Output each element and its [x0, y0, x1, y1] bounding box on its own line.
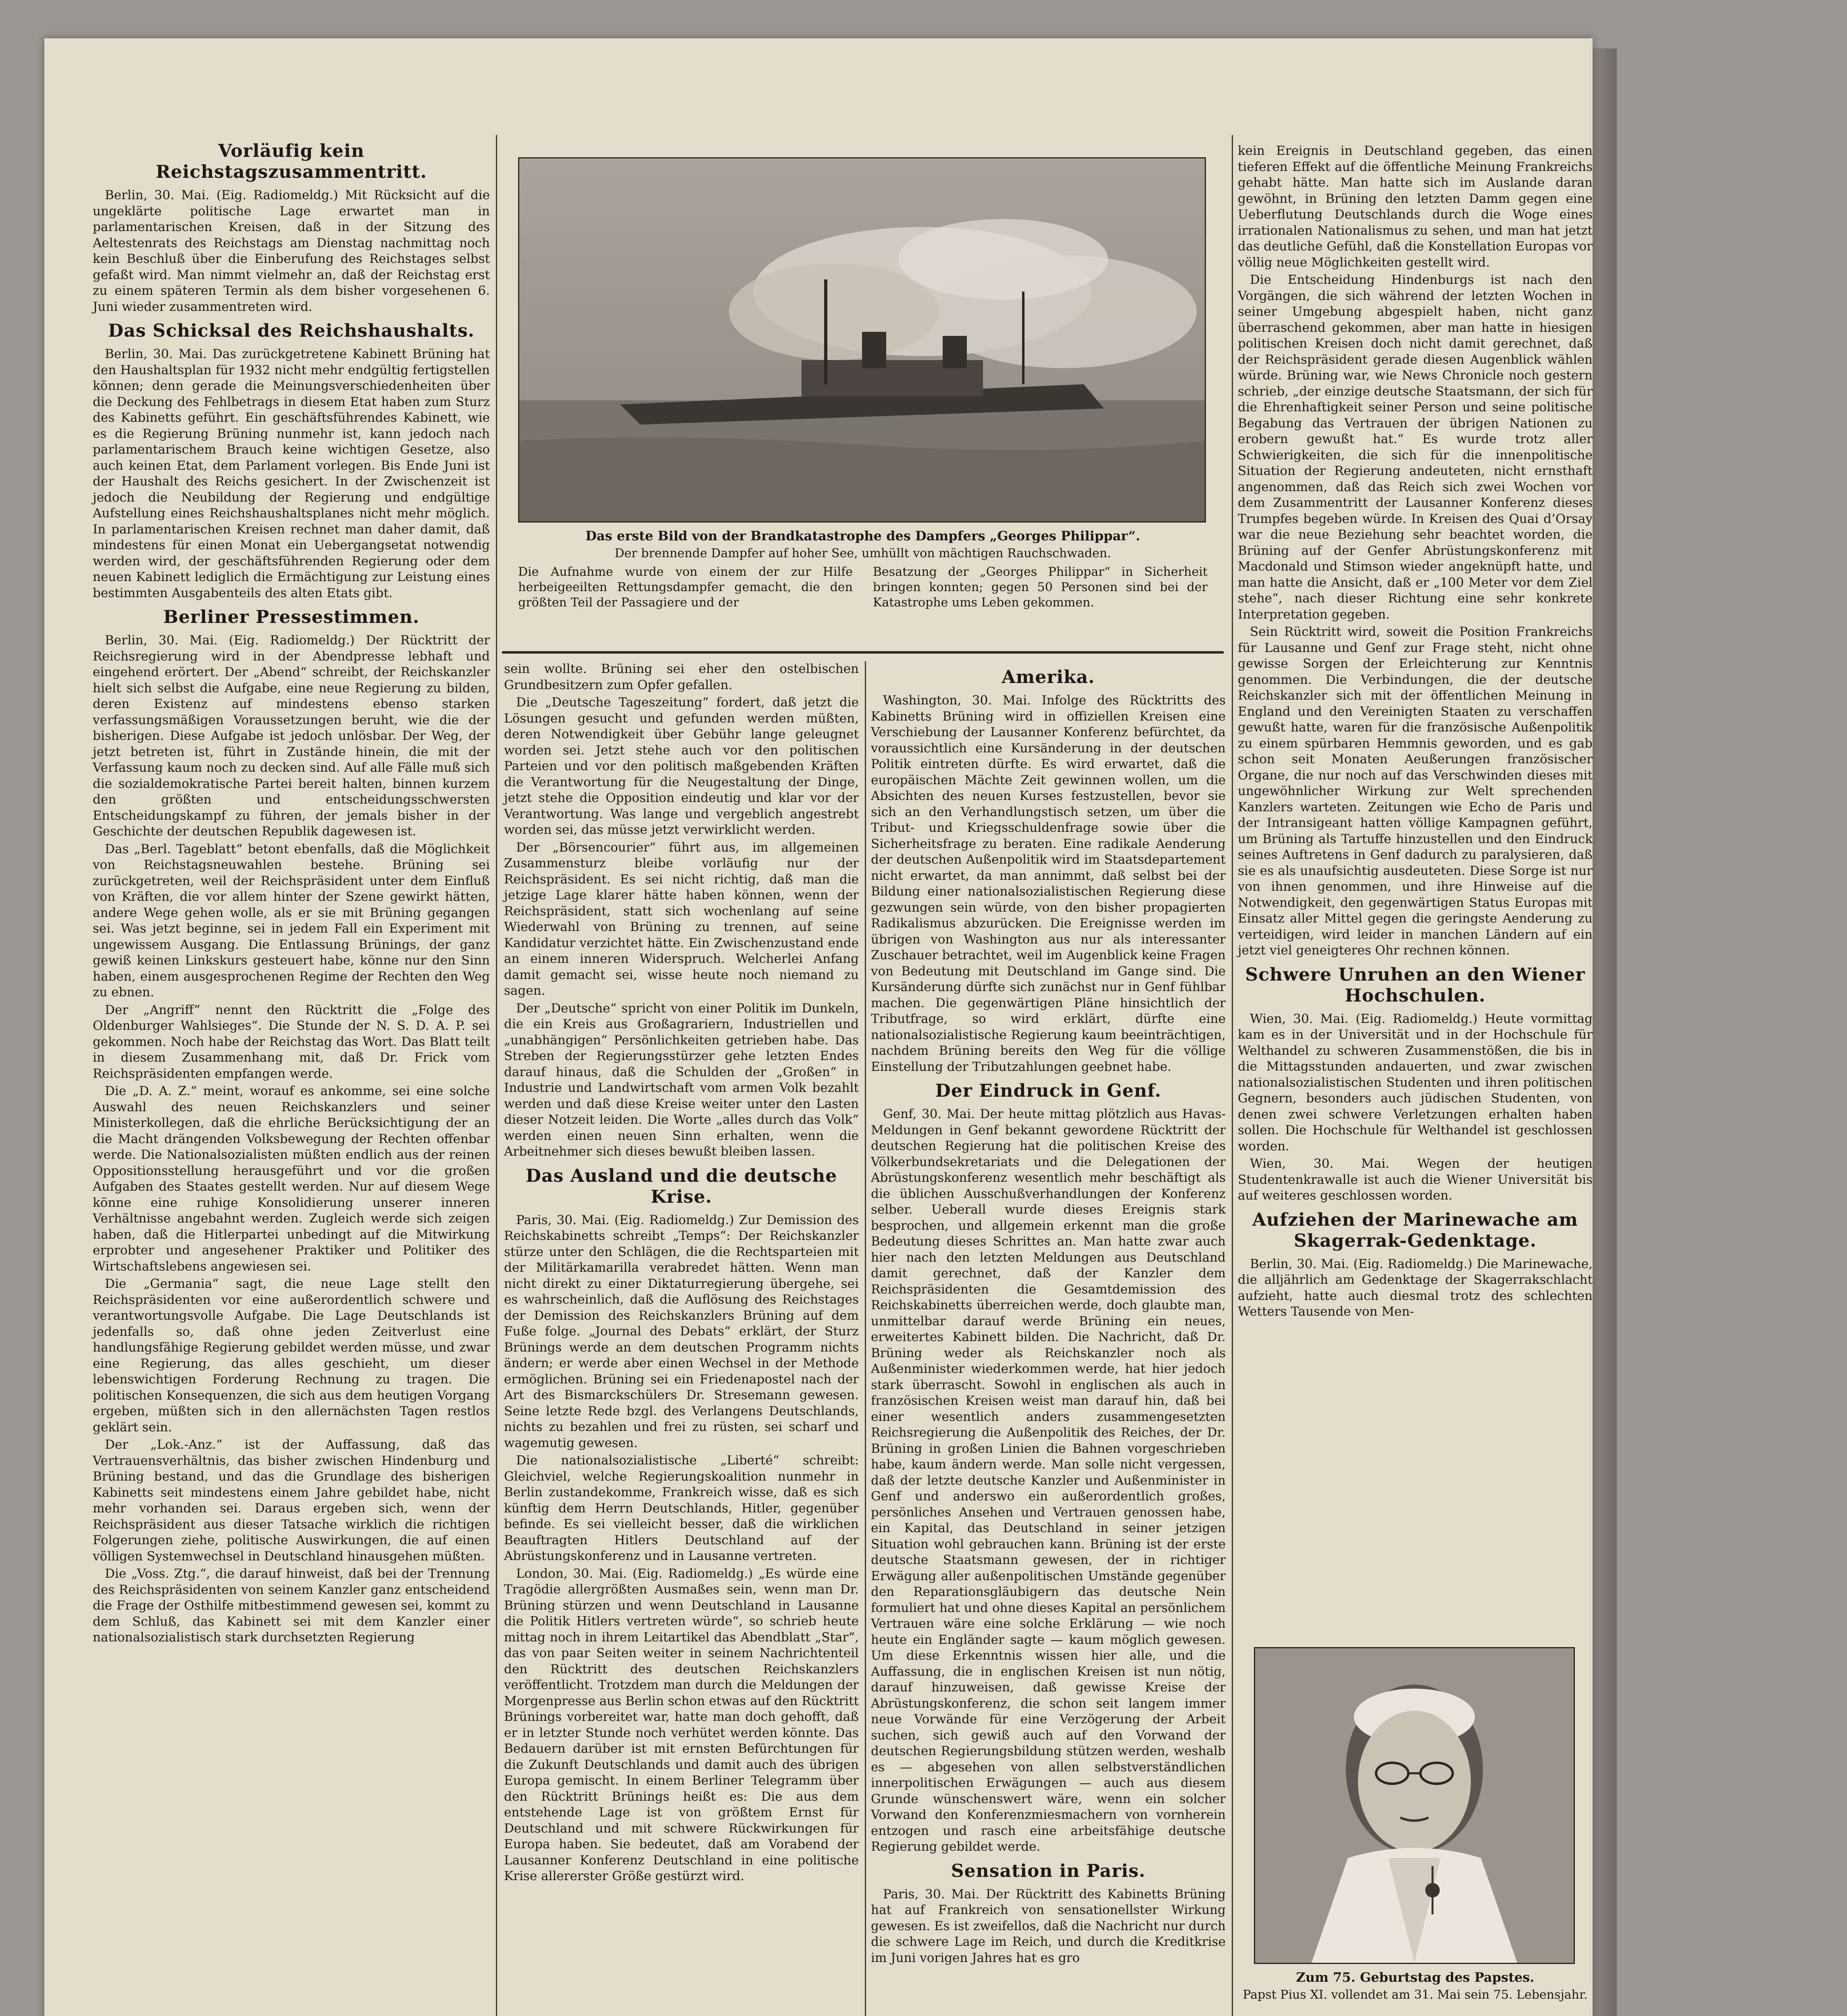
column-1 — [93, 135, 490, 2016]
headline-amerika: Amerika. — [1002, 667, 1095, 687]
article-col4-3: Sein Rücktritt wird, soweit die Position Frankreichs für Lausanne und Genf zur Frage steht, nicht ohne gewisse Sorgen der Erleichterung zur Kenntnis genommen. Die Verbindungen, die der deutsche Reichskanzler sich mit der öffentlichen Meinung in England und den Vereinigten Staaten zu verschaffen gewußt hatte, waren für die französische Außenpolitik zu einem spürbaren Hemmnis geworden, und es gab schon seit Monaten Aeußerungen französischer Organe, die nur noch auf das Verschwinden dieses mit ungewöhnlicher Wirkung zur Welt sprechenden Kanzlers warteten. Zeitungen wie Echo de Paris und der Intransigeant hatten völlige Kampagnen geführt, um Brüning als Tartuffe hinzustellen und den Eindruck seines Auftretens in Genf dadurch zu paralysieren, daß sie es als unaufsichtig ausdeuteten. Diese Sorge ist nur von ihnen genommen, und ihre Hinweise auf die Notwendigkeit, den gegenwärtigen Status Europas mit Einsatz aller Mittel gegen die geringste Aenderung zu verteidigen, wird leider in manchen Ländern auf ein jetzt viel geneigteres Ohr rechnen können. — [1238, 625, 1593, 958]
headline-genf: Der Eindruck in Genf. — [935, 1081, 1162, 1101]
headline-wien: Schwere Unruhen an den Wiener Hochschulen. — [1245, 964, 1585, 1006]
article-ausland-paris: Paris, 30. Mai. (Eig. Radiomeldg.) Zur Demission des Reichskabinetts schreibt „Temps“: Der Reichskanzler stürze unter den Schlägen, die die Rechtsparteien mit der Militärkamarilla verabredet hätten. Wenn man nicht direkt zu einer Diktaturregierung übergehe, sei es wahrscheinlich, daß die Auflösung des Reichstages der Demission des Reichskanzlers Brüning auf dem Fuße folge. „Journal des Debats“ erklärt, der Sturz Brünings werde an dem deutschen Programm nichts ändern; er werde aber einen Wechsel in der Methode ermöglichen. Brüning sei ein Friedenapostel nach der Art des Bismarckschülers Dr. Stresemann gewesen. Seine letzte Rede bzgl. des Verlangens Deutschlands, nichts zu bezahlen und frei zu rüsten, sei scharf und wagemutig gewesen. — [504, 1212, 859, 1450]
photo-rule — [502, 651, 1224, 654]
article-ausland-liberte: Die nationalsozialistische „Liberté“ schreibt: Gleichviel, welche Regierungskoalition nunmehr in Berlin zustandekomme, Frankreich wisse, daß es sich künftig dem Herrn Deutschlands, Hitler, gegenüber befinde. Es sei vielleicht besser, daß die wirklichen Beauftragten Hitlers Deutschland auf der Abrüstungskonferenz und in Lausanne vertreten. — [504, 1453, 859, 1563]
headline-ausland: Das Ausland und die deutsche Krise. — [525, 1165, 837, 1207]
article-reichstag: Berlin, 30. Mai. (Eig. Radiomeldg.) Mit Rücksicht auf die ungeklärte politische Lage erwartet man in parlamentarischen Kreisen, daß in der Sitzung des Aeltestenrats des Reichstags am Dienstag nachmittag noch kein Beschluß über die Einberufung des Reichstages selbst gefaßt wird. Man nimmt vielmehr an, daß der Reichstag erst zu einem späteren Termin als dem bisher vorgesehenen 6. Juni wieder zusammentreten wird. — [93, 188, 490, 314]
ship-photo — [518, 157, 1206, 523]
article-pressestimmen-1: Berlin, 30. Mai. (Eig. Radiomeldg.) Der Rücktritt der Reichsregierung wird in der Abendpresse lebhaft und eingehend erörtert. Der „Abend“ schreibt, der Reichskanzler hielt sich selbst die Aufgabe, eine neue Regierung zu bilden, deren Existenz auf mindestens ebenso starken verfassungsmäßigen Voraussetzungen beruht, wie die der bisherigen. Diese Aufgabe ist jedoch unlösbar. Der Weg, der jetzt betreten ist, führt in Zustände hinein, die mit der Verfassung kaum noch zu decken sind. Auf alle Fälle muß sich die sozialdemokratische Partei bereit halten, binnen kurzem den größten und entscheidungsschwersten Entscheidungskampf zu führen, der jemals bisher in der Geschichte der deutschen Republik dagewesen ist. — [93, 633, 490, 839]
ship-photo-text — [502, 564, 1224, 610]
page-edge — [1593, 48, 1617, 2016]
article-pressestimmen-7: Die „Voss. Ztg.“, die darauf hinweist, daß bei der Trennung des Reichspräsidenten von seinem Kanzler ganz entscheidend die Frage der Osthilfe mitbestimmend gewesen sei, kommt zu dem Schluß, das Kabinett sei mit dem Kanzler einer nationalsozialistisch stark durchsetzten Regierung — [93, 1566, 490, 1645]
article-col2-3: Der „Börsencourier“ führt aus, im allgemeinen Zusammensturz bleibe vorläufig nur der Reichspräsident. Es sei nicht richtig, daß man die jetzige Lage klarer hätte haben können, wenn der Reichspräsident, statt sich wochenlang auf seine Wiederwahl von Brüning zu trennen, auf seine Kandidatur verzichtet hätte. Ein Zwischenzustand ende an einem inneren Widerspruch. Welcherlei Anfang damit gemacht sei, wisse heute noch niemand zu sagen. — [504, 840, 859, 998]
ship-photo-caption: Das erste Bild von der Brandkatastrophe des Dampfers „Georges Philippar“. — [585, 528, 1140, 544]
headline-reichstag: Vorläufig kein Reichstagszusammentritt. — [156, 141, 427, 182]
headline-marinewache: Aufziehen der Marinewache am Skagerrak-Gedenktage. — [1252, 1209, 1578, 1251]
column-4 — [1238, 143, 1593, 1319]
pope-photo-caption: Zum 75. Geburtstag des Papstes. — [1296, 1970, 1535, 1985]
article-col4-1: kein Ereignis in Deutschland gegeben, das einen tieferen Effekt auf die öffentliche Meinung Frankreichs gehabt hätte. Man hatte sich im Auslande daran gewöhnt, in Brüning den letzten Damm gegen eine Ueberflutung Deutschlands durch die Woge eines irrationalen Nationalismus zu sehen, und man hat jetzt das deutliche Gefühl, daß die Konstellation Europas vor völlig neue Möglichkeiten gestellt wird. — [1238, 144, 1593, 270]
article-pressestimmen-2: Das „Berl. Tageblatt“ betont ebenfalls, daß die Möglichkeit von Reichstagsneuwahlen bestehe. Brüning sei zurückgetreten, weil der Reichspräsident unter dem Einfluß von Kräften, die vor allem hinter der Szene gewirkt hätten, andere Wege gehen wolle, als er sie mit Brüning gegangen sei. Was jetzt beginne, sei in jedem Fall ein Experiment mit ungewissem Ausgang. Die Entlassung Brünings, der ganz gewiß keinen Linkskurs gesteuert habe, könne nur den Sinn haben, einem ausgesprochenen Regime der Rechten den Weg zu ebnen. — [93, 841, 490, 1000]
column-2 — [504, 661, 859, 2016]
headline-paris: Sensation in Paris. — [951, 1860, 1146, 1881]
pope-photo — [1254, 1647, 1575, 1964]
article-pressestimmen-4: Die „D. A. Z.“ meint, worauf es ankomme, sei eine solche Auswahl des neuen Reichskanzlers und seiner Ministerkollegen, daß die ehrliche Berücksichtigung der an die Macht drängenden Volksbewegung der Rechten offenbar werde. Die Nationalsozialisten müßten endlich aus der reinen Oppositionsstellung herausgeführt und vor die großen Aufgaben des Staates gestellt werden. Nur auf diesem Wege könne eine ruhige Konsolidierung unserer inneren Verhältnisse angebahnt werden. Zugleich werde sich zeigen haben, daß die Hitlerpartei unbedingt auf die Mitwirkung erprobter und angesehener Praktiker und Politiker des Wirtschaftslebens angewiesen sei. — [93, 1084, 490, 1274]
article-genf: Genf, 30. Mai. Der heute mittag plötzlich aus Havas-Meldungen in Genf bekannt gewordene Rücktritt der deutschen Regierung hat die politischen Kreise des Völkerbundsekretariats und die Delegationen der Abrüstungskonferenz wesentlich mehr beschäftigt als die üblichen Ausschußverhandlungen der Konferenz selber. Ueberall wurde dieses Ereignis stark besprochen, und allgemein erkennt man die große Bedeutung dieses Schrittes an. Man hatte zwar auch hier nach den letzten Meldungen aus Deutschland damit gerechnet, daß der Kanzler dem Reichspräsidenten die Gesamtdemission des Reichskabinetts überreichen werde, doch glaubte man, unmittelbar darauf werde Brüning ein neues, erweitertes Kabinett bilden. Die Nachricht, daß Dr. Brüning weder als Reichskanzler noch als Außenminister wiederkommen werde, hat hier jedoch stark überrascht. Sowohl in englischen als auch in französischen Kreisen weist man darauf hin, daß bei einer wesentlich anders zusammengesetzten Reichsregierung die Außenpolitik des Reiches, der Dr. Brüning in großen Linien die Bahnen vorgeschrieben habe, kaum ändern werde. Man solle nicht vergessen, daß der letzte deutsche Kanzler und Außenminister in Genf und anderswo ein außerordentlich großes, persönliches Ansehen und Vertrauen genossen habe, ein Kapital, das Deutschland in seiner jetzigen Situation wohl gebrauchen kann. Brüning ist der erste deutsche Staatsmann gewesen, der in richtiger Erwägung aller außenpolitischen Umstände gegenüber den Reparationsgläubigern das deutsche Nein formuliert hat und ohne dieses Kapital an persönlichem Vertrauen wäre eine solche Erklärung — wie noch heute ein Engländer sagte — kaum möglich gewesen. Um diese Erkenntnis wissen hier alle, und die Auffassung, die in englischen Kreisen ist nun nötig, darauf hinzuweisen, daß gewisse Kreise der Abrüstungskonferenz, die schon seit langem immer neue Vorwände für eine Verzögerung der Arbeit suchen, sich gewiß auch auf den Vorwand der deutschen Regierungsbildung stützen werden, weshalb es — abgesehen von allen selbstverständlichen innerpolitischen Erwägungen — auch aus diesem Grunde wünschenswert wäre, wenn ein solcher Vorwand den Konferenzmiesmachern von vornherein entzogen und rasch eine arbeitsfähige deutsche Regierung gebildet werde. — [871, 1107, 1226, 1854]
article-pressestimmen-6: Der „Lok.-Anz.“ ist der Auffassung, daß das Vertrauensverhältnis, das bisher zwischen Hindenburg und Brüning bestand, und das die Grundlage des bisherigen Kabinetts seit mindestens einem Jahre gebildet habe, nicht mehr vorhanden sei. Daraus ergeben sich, wenn der Reichspräsident aus dieser Tatsache wirklich die richtigen Folgerungen ziehe, politische Auswirkungen, die auf einen völligen Systemwechsel in Deutschland hinausgehen müßten. — [93, 1437, 490, 1564]
newspaper-page — [44, 38, 1593, 2016]
pope-photo-image — [1255, 1648, 1574, 1963]
column-3 — [871, 661, 1226, 2016]
ship-photo-image — [519, 158, 1205, 521]
article-col2-1: sein wollte. Brüning sei eher den ostelbischen Grundbesitzern zum Opfer gefallen. — [504, 662, 859, 692]
article-marinewache: Berlin, 30. Mai. (Eig. Radiomeldg.) Die Marinewache, die alljährlich am Gedenktage der Skagerrakschlacht aufzieht, hatte auch diesmal trotz des schlechten Wetters Tausende von Men- — [1238, 1256, 1593, 1319]
article-col2-4: Der „Deutsche“ spricht von einer Politik im Dunkeln, die ein Kreis aus Großagrariern, Industriellen und „unabhängigen“ Persönlichkeiten getrieben habe. Das Streben der Regierungsstürzer gehe letzten Endes darauf hinaus, daß die Schulden der „Großen“ in Industrie und Landwirtschaft vom armen Volk bezahlt werden und daß diese Kreise weiter unter den Lasten dieser Notzeit leiden. Die Worte „alles durch das Volk“ werden einen neuen Sinn erhalten, wenn die Arbeitnehmer sich dieses bewußt bleiben lassen. — [504, 1001, 859, 1159]
pope-photo-block — [1238, 1647, 1593, 2016]
pope-photo-subcaption: Papst Pius XI. vollendet am 31. Mai sein 75. Lebensjahr. — [1243, 1988, 1588, 2002]
article-col2-2: Die „Deutsche Tageszeitung“ fordert, daß jetzt die Lösungen gesucht und gefunden werden müßten, deren Notwendigkeit über Gebühr lange geleugnet worden sei. Jetzt stehe auch vor den politischen Parteien und vor den politisch maßgebenden Kräften die Verantwortung für die Neugestaltung der Dinge, jetzt stehe die Opposition eindeutig und klar vor der Verantwortung. Was lange und vergeblich angestrebt worden sei, das müsse jetzt verwirklicht werden. — [504, 695, 859, 837]
ship-photo-text-right: Besatzung der „Georges Philippar“ in Sicherheit bringen konnten; gegen 50 Personen sind bei der Katastrophe ums Leben gekommen. — [873, 565, 1208, 610]
headline-reichshaushalt: Das Schicksal des Reichshaushalts. — [108, 321, 475, 341]
article-pressestimmen-5: Die „Germania“ sagt, die neue Lage stellt den Reichspräsidenten vor eine außerordentlich schwere und verantwortungsvolle Aufgabe. Die Lage Deutschlands ist jedenfalls so, daß ohne jeden Zeitverlust eine handlungsfähige Regierung gebildet werden müsse, und zwar eine Regierung, das alles geschieht, um dieser lebenswichtigen Forderung Rechnung zu tragen. Die politischen Konsequenzen, die sich aus dem heutigen Vorgang ergeben, müßten sich in den allernächsten Tagen restlos geklärt sein. — [93, 1277, 490, 1435]
article-paris: Paris, 30. Mai. Der Rücktritt des Kabinetts Brüning hat auf Frankreich von sensationellster Wirkung gewesen. Es ist zweifellos, daß die Nachricht nur durch die schwere Lage im Reich, und durch die Kreditkrise im Juni vorigen Jahres hat es gro — [871, 1887, 1226, 1965]
column-divider — [496, 135, 497, 2016]
article-pressestimmen-3: Der „Angriff“ nennt den Rücktritt die „Folge des Oldenburger Wahlsieges“. Die Stunde der N. S. D. A. P. sei gekommen. Noch habe der Reichstag das Wort. Das Blatt teilt in diesem Zusammenhang mit, daß Dr. Frick vom Reichspräsidenten empfangen werde. — [93, 1002, 490, 1081]
headline-pressestimmen: Berliner Pressestimmen. — [163, 607, 420, 627]
ship-photo-block — [502, 157, 1224, 653]
ship-photo-text-left: Die Aufnahme wurde von einem der zur Hilfe herbeigeeilten Rettungsdampfer gemacht, die den größten Teil der Passagiere und der — [518, 565, 853, 610]
article-reichshaushalt: Berlin, 30. Mai. Das zurückgetretene Kabinett Brüning hat den Haushaltsplan für 1932 nicht mehr endgültig fertigstellen können; denn gerade die Meinungsverschiedenheiten über die Deckung des Fehlbetrags in diesem Etat haben zum Sturz des Kabinetts geführt. Ein geschäftsführendes Kabinett, wie es die Regierung Brüning nunmehr ist, kann jedoch nach parlamentarischem Brauch keine wichtigen Gesetze, also auch keinen Etat, dem Parlament vorlegen. Bis Ende Juni ist der Haushalt des Reichs gesichert. In der Zwischenzeit ist jedoch die Neubildung der Regierung und endgültige Aufstellung eines Reichshaushaltsplanes nicht mehr möglich. In parlamentarischen Kreisen rechnet man daher damit, daß mindestens für einen Monat ein Uebergangsetat notwendig werden wird, der geschäftsführenden Regierung oder dem neuen Kabinett lediglich die Ermächtigung zur Leistung eines bestimmten Ausgabenteils des alten Etats gibt. — [93, 347, 490, 600]
article-amerika: Washington, 30. Mai. Infolge des Rücktritts des Kabinetts Brüning wird in offiziellen Kreisen eine Verschiebung der Lausanner Konferenz befürchtet, da voraussichtlich eine Kursänderung in der deutschen Politik eintreten dürfte. Es wird erwartet, daß die europäischen Mächte Zeit gewinnen wollen, um die Absichten des neuen Kurses festzustellen, bevor sie sich an den Verhandlungstisch setzen, um über die Tribut- und Kriegsschuldenfrage sowie über die Sicherheitsfrage zu beraten. Eine radikale Aenderung der deutschen Außenpolitik wird im Staatsdepartement nicht erwartet, da man annimmt, daß selbst bei der Bildung einer nationalsozialistischen Regierung diese gezwungen sein würde, von den bisher propagierten Radikalismus abzurücken. Die Ereignisse werden im übrigen von Washington aus nur als interessanter Zuschauer betrachtet, weil im Augenblick keine Fragen von Bedeutung mit Deutschland im Gange sind. Die Kursänderung dürfte sich zunächst nur in Genf fühlbar machen. Die gegenwärtigen Pläne hinsichtlich der Tributfrage, so wird erklärt, dürfte eine nationalsozialistische Regierung kaum beeinträchtigen, nachdem Brüning bereits den Weg für die völlige Einstellung der Tributzahlungen geebnet habe. — [871, 693, 1226, 1074]
column-divider — [1232, 135, 1233, 2016]
article-wien-2: Wien, 30. Mai. Wegen der heutigen Studentenkrawalle ist auch die Wiener Universität bis auf weiteres geschlossen worden. — [1238, 1156, 1593, 1203]
article-col4-2: Die Entscheidung Hindenburgs ist nach den Vorgängen, die sich während der letzten Wochen in seiner Umgebung abgespielt haben, nicht ganz überraschend gekommen, aber man hatte in hiesigen politischen Kreisen doch nicht damit gerechnet, daß der Reichspräsident gerade diesen Augenblick wählen würde. Brüning war, wie News Chronicle noch gestern schrieb, „der einzige deutsche Staatsmann, der sich für die Ehrenhaftigkeit seiner Person und seine politische Begabung das Vertrauen der übrigen Nationen zu erobern gewußt hat.“ Es wurde trotz aller Schwierigkeiten, die sich für die innenpolitische Situation der Regierung andeuteten, nicht ernsthaft angenommen, daß das Reich sich zwei Wochen vor dem Zusammentritt der Lausanner Konferenz dieses Trumpfes begeben würde. In Kreisen des Quai d’Orsay war die neue Beziehung sehr beachtet worden, die Brüning auf der Genfer Abrüstungskonferenz mit Macdonald und Stimson wieder angeknüpft hatte, und man hatte die Ansicht, daß er „100 Meter vor dem Ziel stehe“, nach dieser Richtung eine sehr konkrete Interpretation gegeben. — [1238, 273, 1593, 622]
column-divider — [865, 661, 866, 2016]
article-wien-1: Wien, 30. Mai. (Eig. Radiomeldg.) Heute vormittag kam es in der Universität und in der Hochschule für Welthandel zu schweren Zusammenstößen, die bis in die Mittagsstunden andauerten, und zwar zwischen nationalsozialistischen Studenten und ihren politischen Gegnern, besonders auch jüdischen Studenten, von denen zwei schwere Verletzungen erhalten haben sollen. Die Hochschule für Welthandel ist geschlossen worden. — [1238, 1011, 1593, 1154]
ship-photo-subcaption: Der brennende Dampfer auf hoher See, umhüllt von mächtigen Rauchschwaden. — [614, 546, 1111, 560]
article-ausland-london: London, 30. Mai. (Eig. Radiomeldg.) „Es würde eine Tragödie allergrößten Ausmaßes sein, wenn man Dr. Brüning stürzen und wenn Deutschland in Lausanne die Politik Hitlers vertreten würde“, so schrieb heute mittag noch in ihrem Leitartikel das Abendblatt „Star“, das von paar Seiten weiter in seinem Nachrichtenteil den Rücktritt des deutschen Reichskanzlers veröffentlicht. Trotzdem man durch die Meldungen der Morgenpresse aus Berlin schon etwas auf den Rücktritt Brünings vorbereitet war, hatte man doch gehofft, daß er in letzter Stunde noch verhütet werden könnte. Das Bedauern darüber ist mit ernsten Befürchtungen für die Zukunft Deutschlands und damit auch des übrigen Europa gemischt. In einem Berliner Telegramm über den Rücktritt Brünings heißt es: Die aus dem entstehende Lage ist von größtem Ernst für Deutschland und mit schwere Rückwirkungen für Europa haben. Sie bedeutet, daß am Vorabend der Lausanner Konferenz Deutschland in eine politische Krise allererster Größe gestürzt wird. — [504, 1566, 859, 1883]
